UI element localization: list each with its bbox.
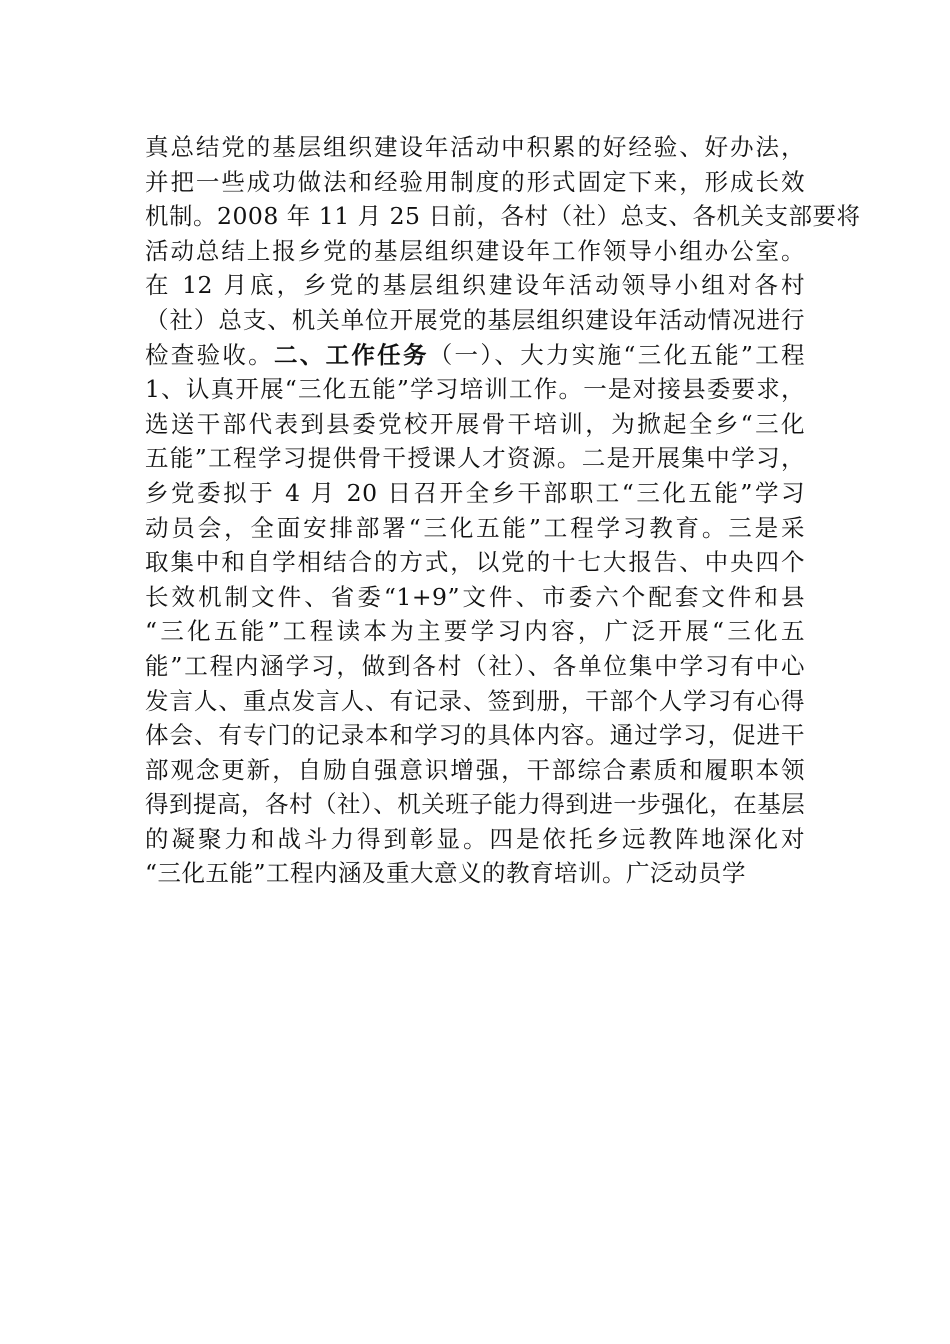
text-line: 活动总结上报乡党的基层组织建设年工作领导小组办公室。 [145,236,805,265]
text-line: 五能”工程学习提供骨干授课人才资源。二是开展集中学习， [145,444,805,473]
text-line: “三化五能”工程读本为主要学习内容，广泛开展“三化五 [145,617,805,646]
section-heading: 二、工作任务 [273,340,429,369]
text-line: 得到提高，各村（社）、机关班子能力得到进一步强化，在基层 [145,790,806,819]
text-line: 长效机制文件、省委“1+9”文件、市委六个配套文件和县 [145,582,805,611]
text-line: 动员会，全面安排部署“三化五能”工程学习教育。三是采 [145,513,805,542]
text-line: 在 12 月底，乡党的基层组织建设年活动领导小组对各村 [145,271,805,300]
text-line: 体会、有专门的记录本和学习的具体内容。通过学习，促进干 [145,721,805,750]
text-line: 部观念更新，自励自强意识增强，干部综合素质和履职本领 [145,755,805,784]
text-line: 1、认真开展“三化五能”学习培训工作。一是对接县委要求， [145,375,805,404]
text-line: 取集中和自学相结合的方式，以党的十七大报告、中央四个 [145,548,805,577]
text-line: 选送干部代表到县委党校开展骨干培训，为掀起全乡“三化 [145,409,805,438]
text-line: 机制。2008 年 11 月 25 日前，各村（社）总支、各机关支部要将 [145,202,861,231]
text-line: 检查验收。二、工作任务（一）、大力实施“三化五能”工程 [145,340,805,369]
text-line: 的凝聚力和战斗力得到彰显。四是依托乡远教阵地深化对 [145,824,805,853]
body-text [145,130,861,891]
text-line: 能”工程内涵学习，做到各村（社）、各单位集中学习有中心 [145,651,805,680]
text-line: （社）总支、机关单位开展党的基层组织建设年活动情况进行 [145,305,805,334]
text-line: 发言人、重点发言人、有记录、签到册，干部个人学习有心得 [145,686,805,715]
text-line: 乡党委拟于 4 月 20 日召开全乡干部职工“三化五能”学习 [145,478,805,507]
text-line: “三化五能”工程内涵及重大意义的教育培训。广泛动员学 [145,859,747,888]
text-line: 并把一些成功做法和经验用制度的形式固定下来，形成长效 [145,167,805,196]
text-line: 真总结党的基层组织建设年活动中积累的好经验、好办法， [145,133,805,161]
